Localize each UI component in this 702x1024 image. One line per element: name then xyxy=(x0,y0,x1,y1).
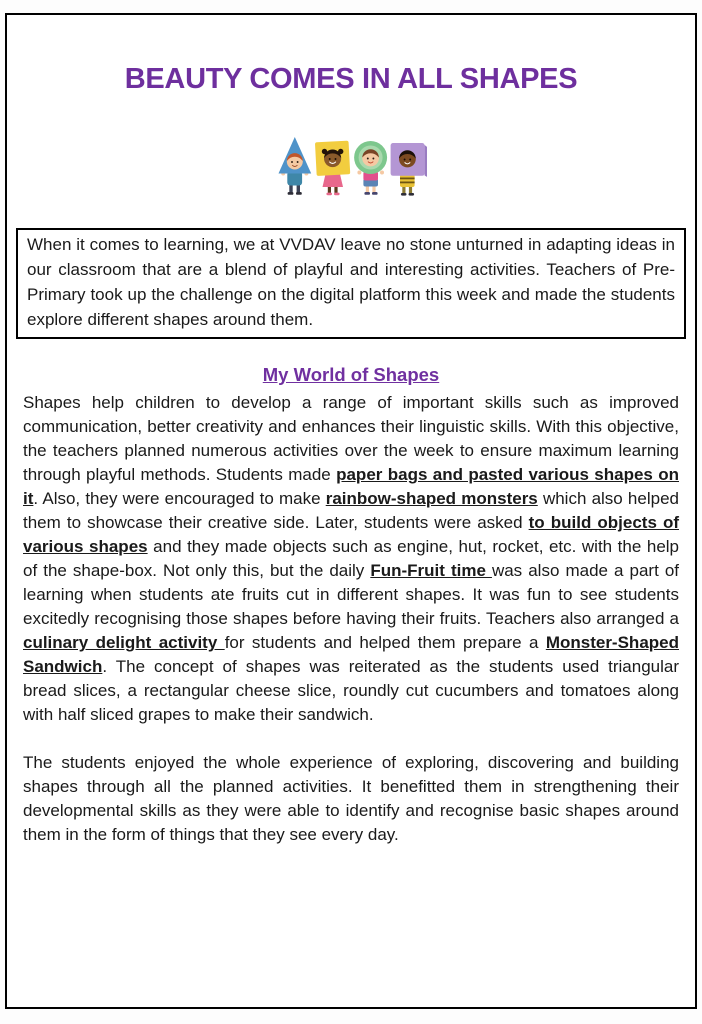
closing-paragraph: The students enjoyed the whole experience of exploring, discovering and building shapes through all the planned activities. It benefitted them in strengthening their developmental skills as they were able to identify and recognise basic shapes around them in the form of things that they see every day. xyxy=(23,753,679,845)
yellow-square-kid-icon xyxy=(315,141,350,196)
activities-paragraph: Shapes help children to develop a range of important skills such as improved communication, better creativity and enhances their linguistic skills. With this objective, the teachers planned numerous activities over the week to ensure maximum learning through playful methods. Students made paper bags and pasted various shapes on it. Also, they were encouraged to make rainbow-shaped monsters which also helped them to showcase their creative side. Later, students were asked to build objects of various shapes and they made objects such as engine, hut, rocket, etc. with the help of the shape-box. Not only this, but the daily Fun-Fruit time was also made a part of learning when students ate fruits cut in different shapes. It was fun to see students excitedly recognising those shapes before having their fruits. Teachers also arranged a culinary delight activity for students and helped them prepare a Monster-Shaped Sandwich. The concept of shapes was reiterated as the students used triangular bread slices, a rectangular cheese slice, roundly cut cucumbers and tomatoes along with half sliced grapes to make their sandwich. xyxy=(23,393,680,725)
children-shapes-illustration xyxy=(23,134,679,198)
page-title: BEAUTY COMES IN ALL SHAPES xyxy=(124,63,578,95)
purple-square-kid-icon xyxy=(391,143,427,196)
green-circle-kid-icon xyxy=(354,141,387,195)
intro-paragraph: When it comes to learning, we at VVDAV leave no stone unturned in adapting ideas in our classroom that are a blend of playful and interesting activities. Teachers of Pre-Primary took up the challenge on the digital platform this week and made the students explore different shapes around them. xyxy=(27,235,675,330)
document-page xyxy=(5,13,697,1009)
triangle-kid-icon xyxy=(279,137,312,195)
children-shapes-illustration-svg xyxy=(275,134,427,198)
section-heading: My World of Shapes xyxy=(262,364,440,386)
intro-text-box xyxy=(16,228,686,339)
